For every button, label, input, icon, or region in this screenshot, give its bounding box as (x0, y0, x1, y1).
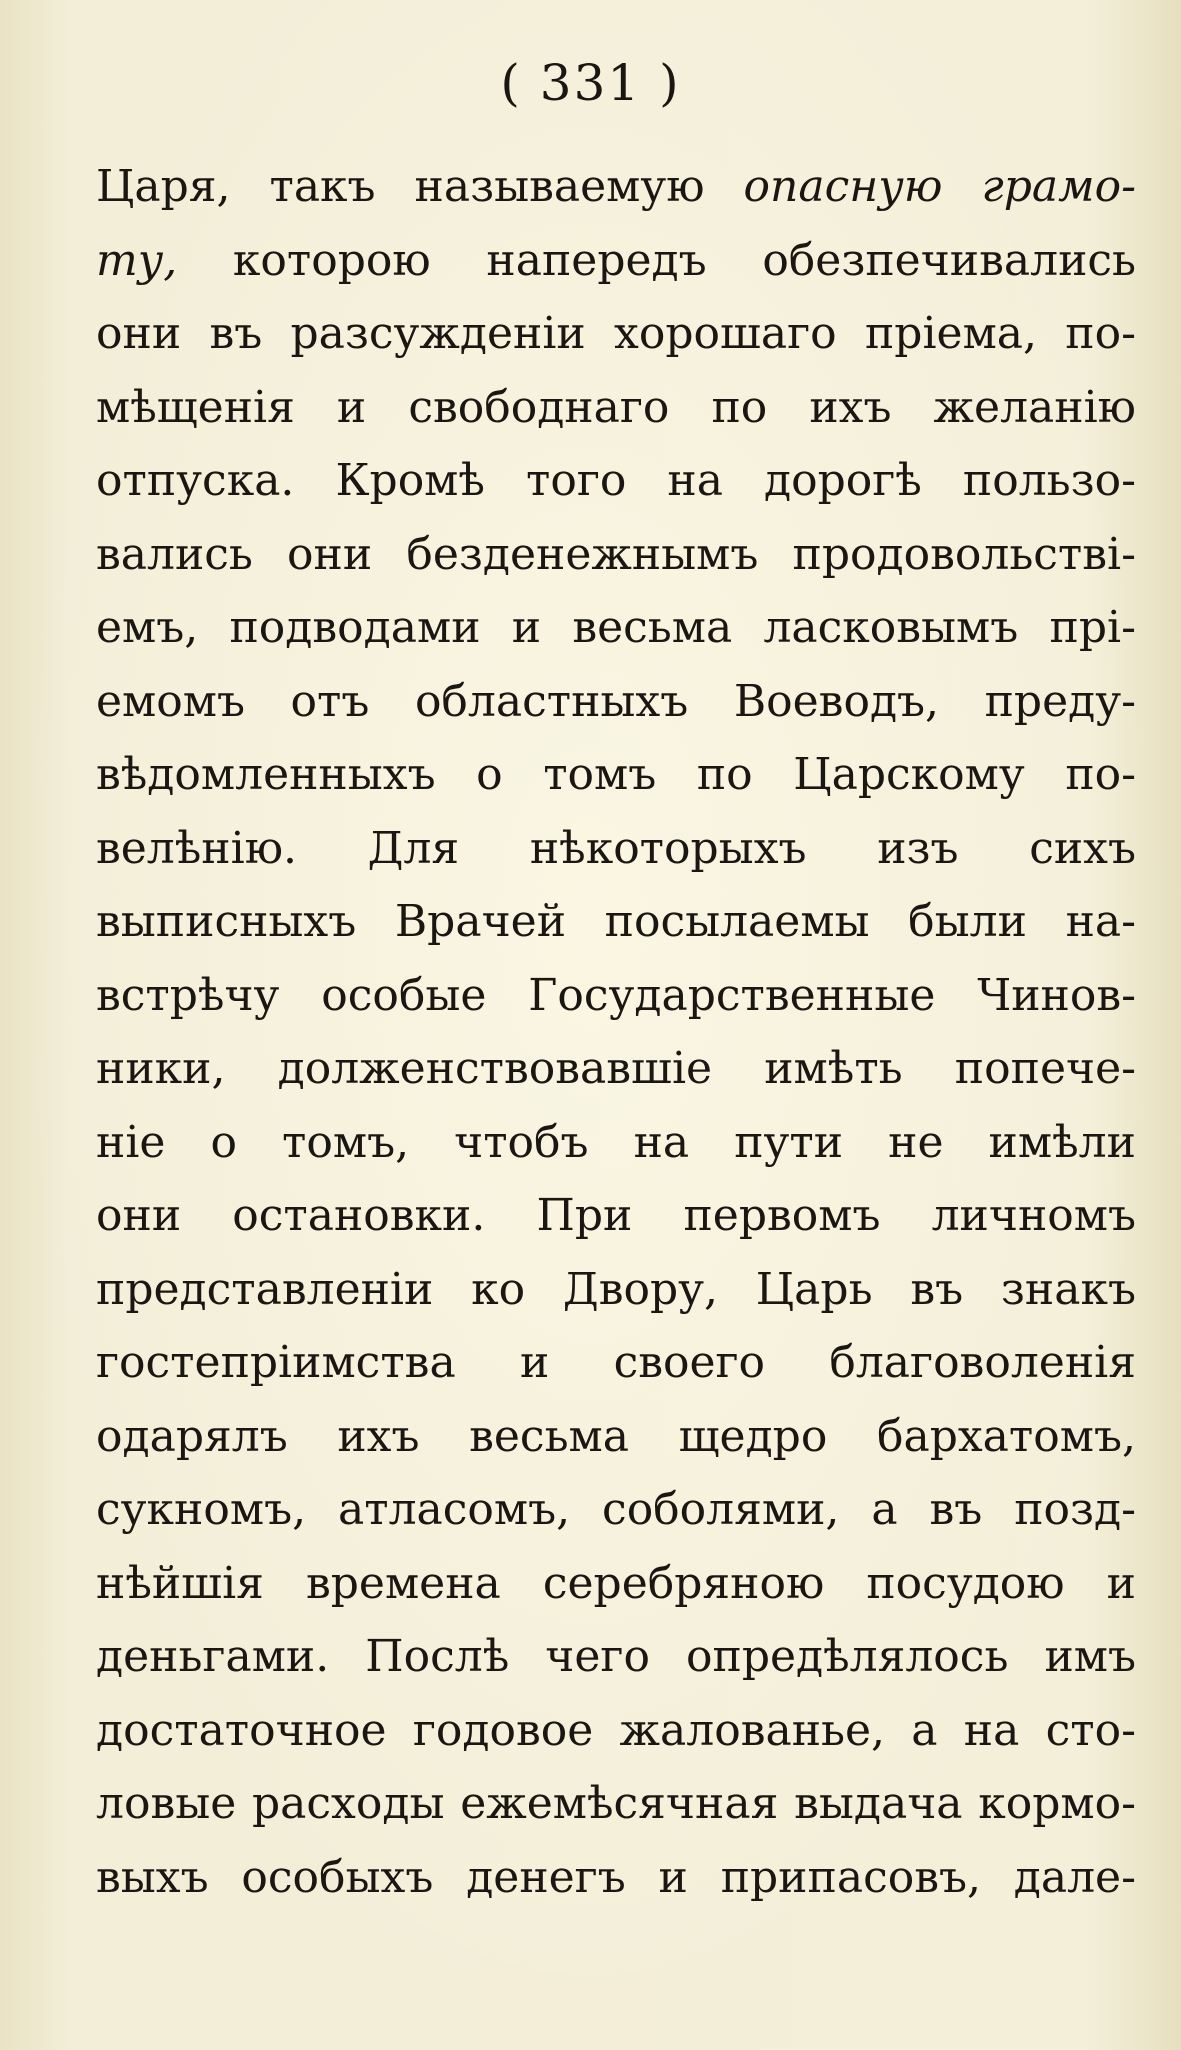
word: на (633, 1116, 690, 1168)
text-line (96, 371, 1136, 445)
word: личномъ (931, 1190, 1136, 1241)
word: на- (1065, 896, 1136, 947)
word: соболями, (602, 1484, 840, 1535)
word: Врачей (394, 896, 567, 947)
word: продовольстві- (792, 528, 1136, 580)
word: на (667, 455, 723, 506)
word: безденежнымъ (406, 528, 759, 580)
text-line (96, 1547, 1136, 1621)
word: о (476, 749, 503, 800)
word: сто- (1045, 1704, 1136, 1756)
word: областныхъ (414, 675, 689, 727)
word: нѣйшія (96, 1557, 264, 1609)
word: ихъ (337, 1410, 420, 1462)
word: напередъ (486, 234, 707, 286)
word: щедро (678, 1410, 828, 1462)
word: Государственные (528, 969, 936, 1021)
word: чтобъ (454, 1116, 589, 1168)
word: разсужденіи (290, 308, 586, 359)
page-number: ( 331 ) (500, 54, 681, 112)
word: томъ (543, 749, 657, 800)
word: емъ, (96, 602, 199, 653)
word: ласковымъ (763, 602, 1019, 653)
text-line (96, 1326, 1136, 1400)
word: встрѣчу (96, 969, 280, 1021)
text-line (96, 1473, 1136, 1547)
word: чего (545, 1631, 650, 1682)
word: свободнаго (408, 381, 670, 433)
word: остановки. (232, 1190, 486, 1241)
word: дале- (1013, 1851, 1136, 1903)
word: времена (305, 1557, 501, 1609)
word: серебряною (542, 1557, 825, 1609)
word: въ (929, 1484, 983, 1535)
word: весьма (572, 602, 733, 653)
word: пользо- (962, 455, 1136, 506)
text-line (96, 1179, 1136, 1253)
word: ловые (96, 1778, 237, 1829)
text-line (96, 1767, 1136, 1841)
word: весьма (469, 1410, 629, 1462)
word: ту, (96, 234, 178, 286)
word: посудою (866, 1557, 1065, 1609)
text-line (96, 812, 1136, 886)
text-line (96, 885, 1136, 959)
word: выдача (794, 1778, 963, 1829)
word: Царь (755, 1263, 873, 1315)
word: знакъ (1000, 1263, 1136, 1315)
word: мѣщенія (96, 381, 295, 433)
text-line (96, 297, 1136, 371)
text-line (96, 1400, 1136, 1474)
word: грамо- (981, 161, 1136, 212)
word: нѣкоторыхъ (529, 822, 807, 874)
word: вались (96, 528, 253, 580)
word: особые (321, 969, 487, 1021)
word: Кромѣ (335, 455, 485, 506)
word: Послѣ (365, 1631, 510, 1682)
word: выписныхъ (96, 896, 357, 947)
word: имѣли (988, 1116, 1136, 1168)
text-line (96, 1032, 1136, 1106)
word: благоволенія (829, 1337, 1136, 1388)
word: попече- (954, 1043, 1136, 1094)
text-line (96, 1253, 1136, 1327)
word: особыхъ (241, 1851, 434, 1903)
word: кормо- (978, 1778, 1136, 1829)
word: денегъ (466, 1851, 626, 1903)
word: желанію (933, 381, 1136, 433)
word: были (908, 896, 1027, 947)
word: дорогѣ (764, 455, 922, 506)
word: долженствовавшіе (277, 1043, 713, 1094)
word: отъ (290, 675, 370, 727)
text-line (96, 1841, 1136, 1915)
word: называемую (414, 161, 705, 212)
word: опредѣлялось (686, 1631, 1009, 1682)
word: посылаемы (604, 896, 870, 947)
word: а (911, 1704, 938, 1756)
word: имъ (1044, 1631, 1136, 1682)
word: жалованье, (619, 1704, 886, 1756)
word: преду- (984, 675, 1136, 727)
word: опасную (743, 161, 943, 212)
word: Чинов- (977, 969, 1136, 1021)
word: и (1106, 1557, 1136, 1609)
word: и (519, 1337, 550, 1388)
word: годовое (412, 1704, 594, 1756)
word: имѣть (764, 1043, 903, 1094)
word: они (96, 308, 182, 359)
text-line (96, 444, 1136, 518)
word: по (696, 749, 753, 800)
text-line (96, 1694, 1136, 1768)
word: Для (367, 822, 460, 874)
word: сихъ (1029, 822, 1136, 874)
word: расходы (252, 1778, 445, 1829)
word: пути (734, 1116, 844, 1168)
word: которою (232, 234, 431, 286)
word: При (536, 1190, 633, 1241)
word: емомъ (96, 675, 245, 727)
word: деньгами. (96, 1631, 330, 1682)
text-line (96, 224, 1136, 298)
word: на (963, 1704, 1020, 1756)
word: представленіи (96, 1263, 434, 1315)
word: въ (910, 1263, 964, 1315)
text-line (96, 959, 1136, 1033)
word: Двору, (562, 1263, 718, 1315)
word: бархатомъ, (876, 1410, 1136, 1462)
word: по- (1065, 749, 1136, 800)
word: а (871, 1484, 898, 1535)
word: не (888, 1116, 944, 1168)
text-line (96, 518, 1136, 592)
body-text (96, 150, 1136, 1914)
word: одарялъ (96, 1410, 288, 1462)
word: ники, (96, 1043, 226, 1094)
word: Воеводъ, (733, 675, 940, 727)
word: и (658, 1851, 688, 1903)
word: изъ (877, 822, 959, 874)
word: отпуска. (96, 455, 295, 506)
word: о (210, 1116, 237, 1168)
word: такъ (269, 161, 376, 212)
word: по (711, 381, 768, 433)
word: пріема, (864, 308, 1038, 359)
text-line (96, 738, 1136, 812)
word: и (511, 602, 542, 653)
word: ніе (96, 1116, 166, 1168)
word: они (287, 528, 373, 580)
word: они (96, 1190, 182, 1241)
word: ихъ (809, 381, 892, 433)
word: въ (209, 308, 263, 359)
word: ко (471, 1263, 526, 1315)
word: и (336, 381, 367, 433)
word: обезпечивались (762, 234, 1136, 286)
word: того (525, 455, 627, 506)
word: первомъ (683, 1190, 881, 1241)
word: своего (613, 1337, 766, 1388)
word: томъ, (282, 1116, 410, 1168)
word: хорошаго (614, 308, 837, 359)
text-line (96, 591, 1136, 665)
word: сукномъ, (96, 1484, 307, 1535)
text-line (96, 1106, 1136, 1180)
word: Царскому (793, 749, 1025, 800)
word: велѣнію. (96, 822, 297, 874)
word: по- (1065, 308, 1136, 359)
word: атласомъ, (338, 1484, 571, 1535)
word: прі- (1049, 602, 1136, 653)
text-line (96, 1620, 1136, 1694)
word: Царя, (96, 161, 231, 212)
word: выхъ (96, 1851, 209, 1903)
word: ежемѣсячная (460, 1778, 779, 1829)
word: гостепріимства (96, 1337, 456, 1388)
word: подводами (229, 602, 481, 653)
text-line (96, 150, 1136, 224)
word: достаточное (96, 1704, 387, 1756)
word: позд- (1014, 1484, 1136, 1535)
word: припасовъ, (720, 1851, 981, 1903)
text-line (96, 665, 1136, 739)
word: вѣдомленныхъ (96, 749, 436, 800)
